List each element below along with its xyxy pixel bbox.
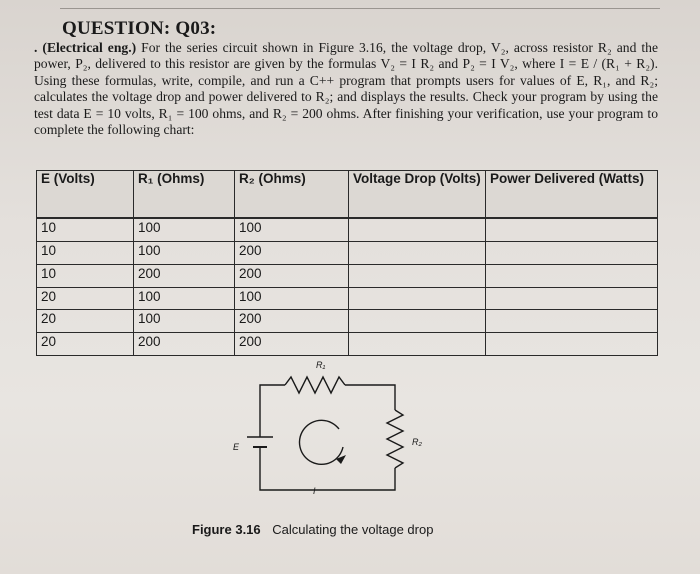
cell-power — [486, 241, 658, 264]
table-row — [37, 333, 658, 356]
cell-e: 10 — [37, 218, 134, 241]
cell-power — [486, 310, 658, 333]
cell-voltage — [349, 218, 486, 241]
cell-r2: 100 — [235, 218, 349, 241]
cell-r1: 200 — [134, 264, 235, 287]
table-row — [37, 241, 658, 264]
wire-top-left — [260, 385, 285, 405]
table-row — [37, 287, 658, 310]
wire-top-right — [345, 385, 395, 410]
label-r2: R₂ — [412, 437, 422, 447]
resistor-r2 — [387, 410, 403, 468]
cell-power — [486, 264, 658, 287]
cell-e: 20 — [37, 287, 134, 310]
label-e: E — [233, 442, 240, 452]
cell-power — [486, 218, 658, 241]
question-label: . (Electrical eng.) — [34, 40, 137, 55]
question-text: For the series circuit shown in Figure 3.16, the voltage drop, V₂, across resistor R₂ and the power, P₂, delivered to this resistor are given by the formulas V₂ = I R₂ and P₂ = I V₂, where I = E / (R₁ + R₂). Using these formulas, write, compile, and run a C++ program that prompts users for values of E, R₁, and R₂; calculates the voltage drop and power delivered to R₂; and displays the results. Check your program by using the test data E = 10 volts, R₁ = 100 ohms, and R₂ = 200 ohms. After finishing your verification, use your program to complete the following chart: — [34, 40, 658, 138]
table-header-row — [37, 171, 658, 219]
current-loop — [300, 420, 343, 464]
cell-r1: 100 — [134, 287, 235, 310]
figure-caption — [192, 522, 433, 537]
cell-voltage — [349, 264, 486, 287]
cell-r1: 200 — [134, 333, 235, 356]
cell-e: 20 — [37, 310, 134, 333]
cell-r1: 100 — [134, 241, 235, 264]
cell-r1: 100 — [134, 310, 235, 333]
divider — [60, 8, 660, 9]
cell-r1: 100 — [134, 218, 235, 241]
cell-power — [486, 333, 658, 356]
header-voltage-drop: Voltage Drop (Volts) — [349, 171, 486, 219]
question-heading: QUESTION: Q03: — [62, 18, 217, 39]
cell-r2: 200 — [235, 241, 349, 264]
figure-caption-text: Calculating the voltage drop — [272, 522, 434, 537]
cell-e: 20 — [37, 333, 134, 356]
table-row — [37, 310, 658, 333]
series-circuit-diagram — [215, 355, 435, 515]
header-e: E (Volts) — [37, 171, 134, 219]
cell-voltage — [349, 310, 486, 333]
wire-bottom-right — [260, 455, 395, 490]
figure-number: Figure 3.16 — [192, 522, 261, 537]
voltage-chart-table — [36, 170, 658, 356]
cell-e: 10 — [37, 241, 134, 264]
label-i: I — [313, 486, 316, 496]
label-r1: R₁ — [316, 360, 326, 370]
cell-r2: 200 — [235, 264, 349, 287]
cell-voltage — [349, 287, 486, 310]
table-row — [37, 218, 658, 241]
header-r2: R₂ (Ohms) — [235, 171, 349, 219]
header-power: Power Delivered (Watts) — [486, 171, 658, 219]
question-body — [34, 40, 658, 138]
cell-r2: 200 — [235, 310, 349, 333]
cell-e: 10 — [37, 264, 134, 287]
cell-power — [486, 287, 658, 310]
cell-voltage — [349, 333, 486, 356]
cell-r2: 100 — [235, 287, 349, 310]
table-row — [37, 264, 658, 287]
cell-r2: 200 — [235, 333, 349, 356]
current-arrow-icon — [336, 455, 346, 464]
header-r1: R₁ (Ohms) — [134, 171, 235, 219]
cell-voltage — [349, 241, 486, 264]
resistor-r1 — [285, 377, 345, 393]
